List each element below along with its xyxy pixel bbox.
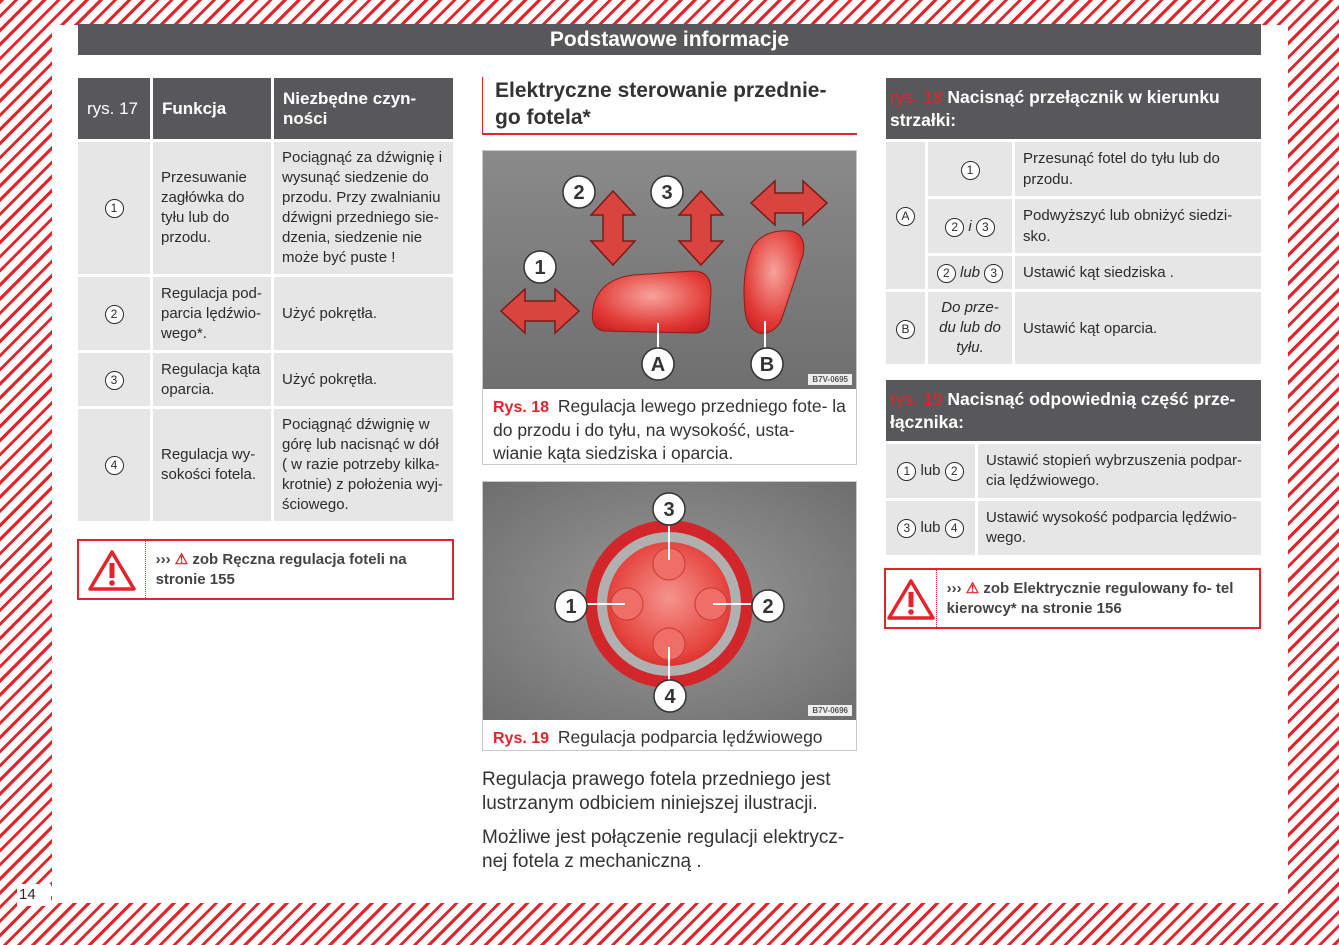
table-row: [886, 256, 1261, 289]
table-row: [886, 292, 1261, 364]
warning-small-icon: ⚠: [174, 550, 189, 568]
page-number: 14: [17, 884, 51, 906]
warning-link[interactable]: zob Ręczna regulacja foteli na stronie 155: [155, 550, 407, 588]
keys-text: Do prze- du lub do tyłu.: [928, 292, 1012, 364]
warning-prefix: ›››: [155, 550, 171, 568]
action-cell: Użyć pokrętła.: [274, 277, 453, 350]
table-header-function: Funkcja: [153, 78, 271, 139]
number-marker: 4: [945, 519, 964, 538]
table-row: [886, 444, 1261, 498]
number-marker: 1: [961, 161, 980, 180]
fig18-marker-2: 2: [573, 182, 585, 204]
number-marker: 1: [897, 462, 916, 481]
figure-code: B7V-0695: [808, 374, 852, 385]
function-cell: Przesuwanie zagłówka do tyłu lub do przodu.: [153, 142, 271, 274]
paragraph: Regulacja prawego fotela przedniego jest lustrzanym odbiciem niniejszej ilustracji.: [482, 769, 831, 814]
table-rys-17: [75, 75, 456, 524]
fig18-marker-1: 1: [534, 257, 546, 279]
fig19-marker-4: 4: [664, 686, 676, 708]
number-marker: 3: [897, 519, 916, 538]
action-cell: Przesunąć fotel do tyłu lub do przodu.: [1015, 142, 1261, 196]
table-row: [886, 501, 1261, 555]
figure-18-image: [483, 151, 856, 389]
warning-small-icon: ⚠: [965, 579, 980, 597]
fig19-marker-2: 2: [762, 596, 774, 618]
fig19-marker-1: 1: [565, 596, 577, 618]
conjunction: lub: [920, 462, 941, 479]
warning-icon: [886, 578, 936, 620]
number-marker: 2: [105, 305, 124, 324]
table-rys-19: [883, 377, 1264, 558]
number-marker: 2: [945, 462, 964, 481]
table-header-action: Niezbędne czyn- ności: [274, 78, 453, 139]
figure-caption: Regulacja podparcia lędźwiowego: [557, 727, 823, 747]
number-marker: 3: [984, 264, 1003, 283]
section-title: Elektryczne sterowanie przednie- go fotela*: [482, 77, 857, 135]
figure-caption: Regulacja lewego przedniego fote- la do przodu i do tyłu, na wysokość, usta- wianie kąta siedziska i oparcia.: [493, 396, 846, 463]
figure-code: B7V-0696: [808, 705, 852, 716]
number-marker: 4: [105, 456, 124, 475]
warning-box-right: [884, 568, 1261, 629]
conjunction: lub: [920, 519, 941, 536]
warning-link[interactable]: zob Elektrycznie regulowany fo- tel kierowcy* na stronie 156: [946, 579, 1234, 617]
table-title: [886, 380, 1261, 441]
action-cell: Pociągnąć dźwignię w górę lub nacisnąć w dół ( w razie potrzeby kilka- krotnie) z położenia wyj- ściowego.: [274, 409, 453, 521]
group-marker-b: B: [896, 320, 915, 339]
action-cell: Ustawić stopień wybrzuszenia podpar- cia lędźwiowego.: [978, 444, 1261, 498]
table-row: [78, 409, 453, 521]
fig18-marker-b: B: [759, 354, 775, 376]
conjunction: lub: [959, 264, 981, 281]
warning-box-left: [77, 539, 454, 600]
function-cell: Regulacja pod- parcia lędźwio- wego*.: [153, 277, 271, 350]
table-row: [78, 277, 453, 350]
table-rys-18: [883, 75, 1264, 367]
table-ref: rys. 19: [890, 388, 943, 409]
table-row: [78, 353, 453, 406]
fig18-marker-3: 3: [661, 182, 673, 204]
table-title-text: Nacisnąć odpowiednią część prze- łącznika:: [890, 388, 1236, 432]
table-row: [886, 199, 1261, 253]
function-cell: Regulacja kąta oparcia.: [153, 353, 271, 406]
warning-prefix: ›››: [946, 579, 962, 597]
group-marker-a: A: [896, 207, 915, 226]
action-cell: Ustawić kąt oparcia.: [1015, 292, 1261, 364]
figure-label: Rys. 19: [493, 730, 550, 747]
fig19-marker-3: 3: [663, 499, 675, 521]
action-cell: Ustawić kąt siedziska .: [1015, 256, 1261, 289]
figure-label: Rys. 18: [493, 399, 550, 416]
conjunction: i: [968, 217, 972, 235]
number-marker: 2: [945, 218, 964, 237]
table-ref: rys. 18: [890, 86, 943, 107]
warning-icon: [79, 549, 145, 591]
page-header: Podstawowe informacje: [78, 24, 1261, 55]
action-cell: Ustawić wysokość podparcia lędźwio- wego.: [978, 501, 1261, 555]
action-cell: Podwyższyć lub obniżyć siedzi- sko.: [1015, 199, 1261, 253]
paragraph: Możliwe jest połączenie regulacji elektrycz- nej fotela z mechaniczną .: [482, 827, 845, 872]
figure-18: [482, 150, 857, 465]
action-cell: Użyć pokrętła.: [274, 353, 453, 406]
table-row: [886, 142, 1261, 196]
number-marker: 2: [937, 264, 956, 283]
fig18-marker-a: A: [650, 354, 666, 376]
table-header-ref: rys. 17: [78, 78, 150, 139]
figure-19-image: [483, 482, 856, 720]
table-title: [886, 78, 1261, 139]
action-cell: Pociągnąć za dźwignię i wysunąć siedzenie do przodu. Przy zwalnianiu dźwigni przedniego sie- dzenia, siedzenie nie może być puste !: [274, 142, 453, 274]
table-row: [78, 142, 453, 274]
function-cell: Regulacja wy- sokości fotela.: [153, 409, 271, 521]
figure-19: [482, 481, 857, 751]
number-marker: 3: [976, 218, 995, 237]
number-marker: 3: [105, 371, 124, 390]
number-marker: 1: [105, 199, 124, 218]
table-title-text: Nacisnąć przełącznik w kierunku strzałki:: [890, 86, 1220, 130]
